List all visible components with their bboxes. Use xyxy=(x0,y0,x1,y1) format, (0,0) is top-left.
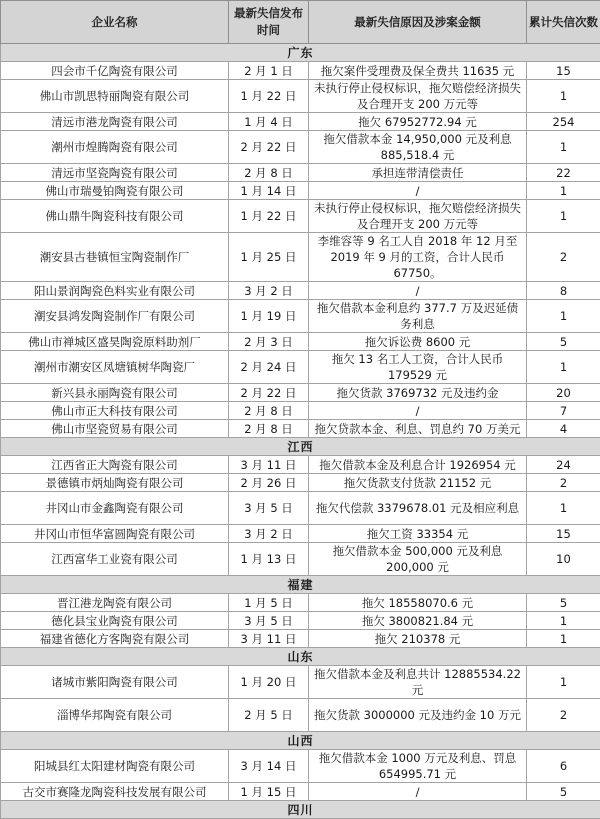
reason-cell: 拖欠货款 3769732 元及违约金 xyxy=(309,384,527,402)
company-cell: 阳城县红太阳建材陶瓷有限公司 xyxy=(1,750,229,783)
table-row xyxy=(1,402,600,420)
reason-cell: 拖欠借款本金 14,950,000 元及利息 885,518.4 元 xyxy=(309,131,527,164)
date-cell: 3 月 2 日 xyxy=(229,525,309,543)
reason-cell: 拖欠借款本金 1000 万元及利息、罚息 654995.71 元 xyxy=(309,750,527,783)
reason-cell: 承担连带清偿责任 xyxy=(309,164,527,182)
reason-cell: 拖欠 67952772.94 元 xyxy=(309,113,527,131)
date-cell: 1 月 20 日 xyxy=(229,666,309,699)
reason-cell: 拖欠 3800821.84 元 xyxy=(309,612,527,630)
count-cell: 1 xyxy=(527,80,600,113)
reason-cell: 拖欠货款 3000000 元及违约金 10 万元 xyxy=(309,699,527,732)
region-name: 广东 xyxy=(1,44,600,62)
table-row xyxy=(1,666,600,699)
date-cell: 3 月 5 日 xyxy=(229,612,309,630)
table-row xyxy=(1,62,600,80)
count-cell: 5 xyxy=(527,783,600,801)
reason-cell: / xyxy=(309,402,527,420)
table-row xyxy=(1,612,600,630)
reason-cell: / xyxy=(309,182,527,200)
date-cell: 1 月 4 日 xyxy=(229,113,309,131)
company-cell: 潮州市煌腾陶瓷有限公司 xyxy=(1,131,229,164)
company-cell: 福建省德化方客陶瓷有限公司 xyxy=(1,630,229,648)
region-row xyxy=(1,732,600,750)
reason-cell: 拖欠 13 名工人工资，合计人民币 179529 元 xyxy=(309,351,527,384)
company-cell: 古交市赛隆龙陶瓷科技发展有限公司 xyxy=(1,783,229,801)
region-row xyxy=(1,438,600,456)
table-row xyxy=(1,783,600,801)
count-cell: 1 xyxy=(527,200,600,233)
reason-cell: 拖欠借款本金利息约 377.7 万及迟延债务利息 xyxy=(309,300,527,333)
table-row xyxy=(1,594,600,612)
count-cell: 24 xyxy=(527,456,600,474)
table-row xyxy=(1,80,600,113)
count-cell: 1 xyxy=(527,630,600,648)
count-cell: 1 xyxy=(527,131,600,164)
table-row xyxy=(1,113,600,131)
count-cell: 4 xyxy=(527,420,600,438)
date-cell: 3 月 14 日 xyxy=(229,750,309,783)
date-cell: 2 月 22 日 xyxy=(229,384,309,402)
reason-cell: 拖欠 210378 元 xyxy=(309,630,527,648)
reason-cell: 拖欠代偿款 3379678.01 元及相应利息 xyxy=(309,492,527,525)
count-cell: 2 xyxy=(527,474,600,492)
company-cell: 清远市坚瓷陶瓷有限公司 xyxy=(1,164,229,182)
date-cell: 2 月 1 日 xyxy=(229,62,309,80)
table-row xyxy=(1,525,600,543)
count-cell: 1 xyxy=(527,612,600,630)
table-row xyxy=(1,164,600,182)
company-cell: 佛山市瑞曼铂陶瓷有限公司 xyxy=(1,182,229,200)
date-cell: 2 月 8 日 xyxy=(229,420,309,438)
count-cell: 8 xyxy=(527,282,600,300)
table-row xyxy=(1,492,600,525)
reason-cell: 拖欠货款支付货款 21152 元 xyxy=(309,474,527,492)
region-name: 四川 xyxy=(1,801,600,819)
table-row xyxy=(1,699,600,732)
count-cell: 1 xyxy=(527,666,600,699)
company-cell: 潮安县鸿发陶瓷制作厂有限公司 xyxy=(1,300,229,333)
company-cell: 井冈山市恒华富圆陶瓷有限公司 xyxy=(1,525,229,543)
table-row xyxy=(1,750,600,783)
reason-cell: 未执行停止侵权标识，拖欠赔偿经济损失及合理开支 200 万元等 xyxy=(309,200,527,233)
company-cell: 清远市港龙陶瓷有限公司 xyxy=(1,113,229,131)
count-cell: 1 xyxy=(527,492,600,525)
date-cell: 1 月 19 日 xyxy=(229,300,309,333)
count-cell: 1 xyxy=(527,182,600,200)
company-cell: 潮州市潮安区凤塘镇树华陶瓷厂 xyxy=(1,351,229,384)
region-name: 山西 xyxy=(1,732,600,750)
date-cell: 2 月 5 日 xyxy=(229,699,309,732)
region-row xyxy=(1,44,600,62)
reason-cell: 拖欠借款本金及利息共计 12885534.22 元 xyxy=(309,666,527,699)
reason-cell: / xyxy=(309,783,527,801)
reason-cell: 拖欠借款本金及利息合计 1926954 元 xyxy=(309,456,527,474)
header-date: 最新失信发布时间 xyxy=(229,1,309,44)
table-row xyxy=(1,384,600,402)
count-cell: 254 xyxy=(527,113,600,131)
region-row xyxy=(1,576,600,594)
date-cell: 1 月 5 日 xyxy=(229,594,309,612)
company-cell: 阳山景润陶瓷色料实业有限公司 xyxy=(1,282,229,300)
reason-cell: 拖欠贷款本金、利息、罚息约 70 万美元 xyxy=(309,420,527,438)
reason-cell: 拖欠诉讼费 8600 元 xyxy=(309,333,527,351)
company-cell: 佛山市凯思特丽陶瓷有限公司 xyxy=(1,80,229,113)
table-row xyxy=(1,131,600,164)
company-cell: 佛山市正大科技有限公司 xyxy=(1,402,229,420)
table-row xyxy=(1,420,600,438)
company-cell: 四会市千亿陶瓷有限公司 xyxy=(1,62,229,80)
header-reason: 最新失信原因及涉案金额 xyxy=(309,1,527,44)
company-cell: 景德镇市炳灿陶瓷有限公司 xyxy=(1,474,229,492)
count-cell: 15 xyxy=(527,62,600,80)
company-cell: 江西省正大陶瓷有限公司 xyxy=(1,456,229,474)
region-name: 福建 xyxy=(1,576,600,594)
reason-cell: 拖欠工资 33354 元 xyxy=(309,525,527,543)
table-row xyxy=(1,351,600,384)
date-cell: 2 月 24 日 xyxy=(229,351,309,384)
date-cell: 1 月 25 日 xyxy=(229,233,309,282)
company-cell: 诸城市紫阳陶瓷有限公司 xyxy=(1,666,229,699)
reason-cell: 李维容等 9 名工人自 2018 年 12 月至 2019 年 9 月的工资，合计人民币 67750。 xyxy=(309,233,527,282)
date-cell: 1 月 22 日 xyxy=(229,200,309,233)
reason-cell: 拖欠借款本金 500,000 元及利息 200,000 元 xyxy=(309,543,527,576)
table-row xyxy=(1,200,600,233)
company-cell: 佛山市坚瓷贸易有限公司 xyxy=(1,420,229,438)
reason-cell: 拖欠 18558070.6 元 xyxy=(309,594,527,612)
date-cell: 2 月 8 日 xyxy=(229,402,309,420)
company-cell: 江西富华工业瓷有限公司 xyxy=(1,543,229,576)
table-row xyxy=(1,474,600,492)
count-cell: 1 xyxy=(527,300,600,333)
table-body xyxy=(1,44,600,819)
reason-cell: 拖欠案件受理费及保全费共 11635 元 xyxy=(309,62,527,80)
reason-cell: / xyxy=(309,282,527,300)
count-cell: 2 xyxy=(527,233,600,282)
count-cell: 7 xyxy=(527,402,600,420)
date-cell: 3 月 2 日 xyxy=(229,282,309,300)
count-cell: 5 xyxy=(527,333,600,351)
date-cell: 2 月 26 日 xyxy=(229,474,309,492)
table-row xyxy=(1,456,600,474)
date-cell: 3 月 5 日 xyxy=(229,492,309,525)
date-cell: 2 月 22 日 xyxy=(229,131,309,164)
table-row xyxy=(1,333,600,351)
count-cell: 10 xyxy=(527,543,600,576)
company-cell: 潮安县古巷镇恒宝陶瓷制作厂 xyxy=(1,233,229,282)
count-cell: 22 xyxy=(527,164,600,182)
table-row xyxy=(1,233,600,282)
date-cell: 1 月 15 日 xyxy=(229,783,309,801)
table-row xyxy=(1,182,600,200)
date-cell: 1 月 22 日 xyxy=(229,80,309,113)
date-cell: 2 月 3 日 xyxy=(229,333,309,351)
region-row xyxy=(1,648,600,666)
count-cell: 15 xyxy=(527,525,600,543)
count-cell: 1 xyxy=(527,351,600,384)
table-row xyxy=(1,282,600,300)
header-count: 累计失信次数 xyxy=(527,1,600,44)
count-cell: 5 xyxy=(527,594,600,612)
table-row xyxy=(1,300,600,333)
count-cell: 6 xyxy=(527,750,600,783)
region-row xyxy=(1,801,600,819)
date-cell: 3 月 11 日 xyxy=(229,456,309,474)
header-company: 企业名称 xyxy=(1,1,229,44)
count-cell: 2 xyxy=(527,699,600,732)
table-row xyxy=(1,630,600,648)
company-cell: 德化县宝业陶瓷有限公司 xyxy=(1,612,229,630)
reason-cell: 未执行停止侵权标识，拖欠赔偿经济损失及合理开支 200 万元等 xyxy=(309,80,527,113)
company-cell: 佛山市禅城区盛昊陶瓷原料助剂厂 xyxy=(1,333,229,351)
date-cell: 3 月 11 日 xyxy=(229,630,309,648)
header-row xyxy=(1,1,600,44)
company-cell: 井冈山市金鑫陶瓷有限公司 xyxy=(1,492,229,525)
company-cell: 佛山鼎牛陶瓷科技有限公司 xyxy=(1,200,229,233)
date-cell: 2 月 8 日 xyxy=(229,164,309,182)
count-cell: 20 xyxy=(527,384,600,402)
region-name: 山东 xyxy=(1,648,600,666)
region-name: 江西 xyxy=(1,438,600,456)
date-cell: 1 月 14 日 xyxy=(229,182,309,200)
date-cell: 1 月 13 日 xyxy=(229,543,309,576)
company-cell: 新兴县永丽陶瓷有限公司 xyxy=(1,384,229,402)
table-row xyxy=(1,543,600,576)
company-cell: 晋江港龙陶瓷有限公司 xyxy=(1,594,229,612)
company-cell: 淄博华邦陶瓷有限公司 xyxy=(1,699,229,732)
